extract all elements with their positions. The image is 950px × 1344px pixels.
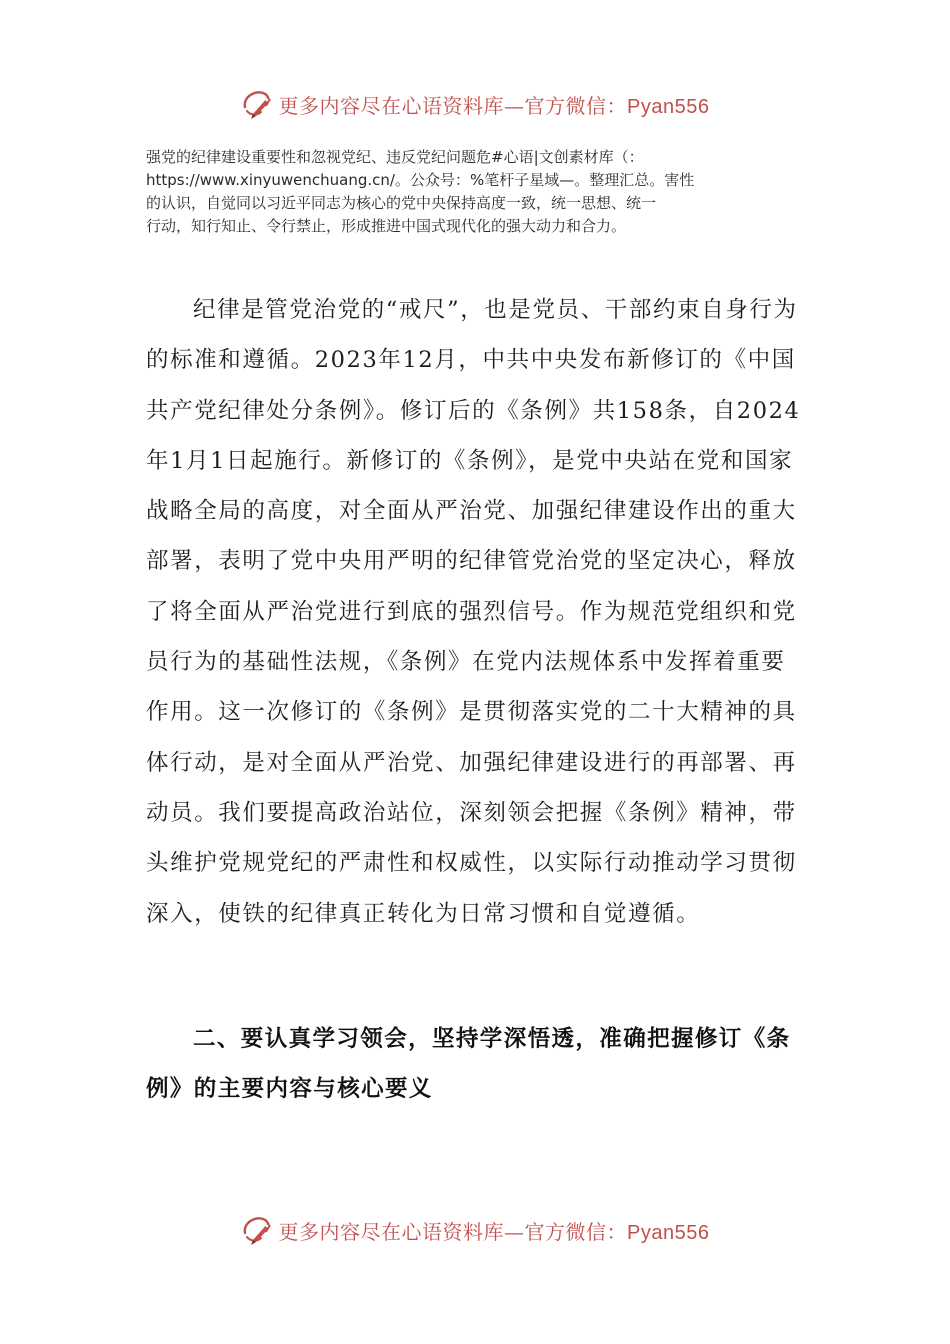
intro-line: https://www.xinyuwenchuang.cn/。公众号：%笔杆子星域—。整理汇总。害性 <box>146 171 695 189</box>
header-banner <box>0 84 950 124</box>
banner-slogan: 更多内容尽在心语资料库—官方微信： <box>278 93 628 118</box>
body-paragraph: 纪律是管党治党的“戒尺”，也是党员、干部约束自身行为的标准和遵循。2023年12月，中共中央发布新修订的《中国共产党纪律处分条例》。修订后的《条例》共158条，自2024年1月1日起施行。新修订的《条例》，是党中央站在党和国家战略全局的高度，对全面从严治党、加强纪律建设作出的重大部署，表明了党中央用严明的纪律管党治党的坚定决心，释放了将全面从严治党进行到底的强烈信号。作为规范党组织和党员行为的基础性法规，《条例》在党内法规体系中发挥着重要作用。这一次修订的《条例》是贯彻落实党的二十大精神的具体行动，是对全面从严治党、加强纪律建设进行的再部署、再动员。我们要提高政治站位，深刻领会把握《条例》精神，带头维护党规党纪的严肃性和权威性，以实际行动推动学习贯彻深入，使铁的纪律真正转化为日常习惯和自觉遵循。 <box>146 297 801 927</box>
section-heading: 二、要认真学习领会，坚持学深悟透，准确把握修订《条例》的主要内容与核心要义 <box>146 1026 791 1102</box>
pen-nib-swirl-logo <box>241 1213 275 1247</box>
banner-text <box>279 1216 710 1245</box>
intro-line: 强党的纪律建设重要性和忽视党纪、违反党纪问题危#心语|文创素材库（： <box>146 148 644 166</box>
banner-slogan: 更多内容尽在心语资料库—官方微信： <box>278 1219 628 1244</box>
intro-line: 的认识，自觉同以习近平同志为核心的党中央保持高度一致，统一思想、统一 <box>146 194 657 212</box>
wechat-account: Pyan556 <box>627 1221 710 1244</box>
intro-line: 行动，知行知止、令行禁止，形成推进中国式现代化的强大动力和合力。 <box>146 217 627 235</box>
banner-text <box>279 90 710 119</box>
wechat-account: Pyan556 <box>627 95 710 118</box>
footer-banner <box>0 1210 950 1250</box>
pen-nib-swirl-logo <box>241 87 275 121</box>
intro-paragraph <box>146 146 798 238</box>
